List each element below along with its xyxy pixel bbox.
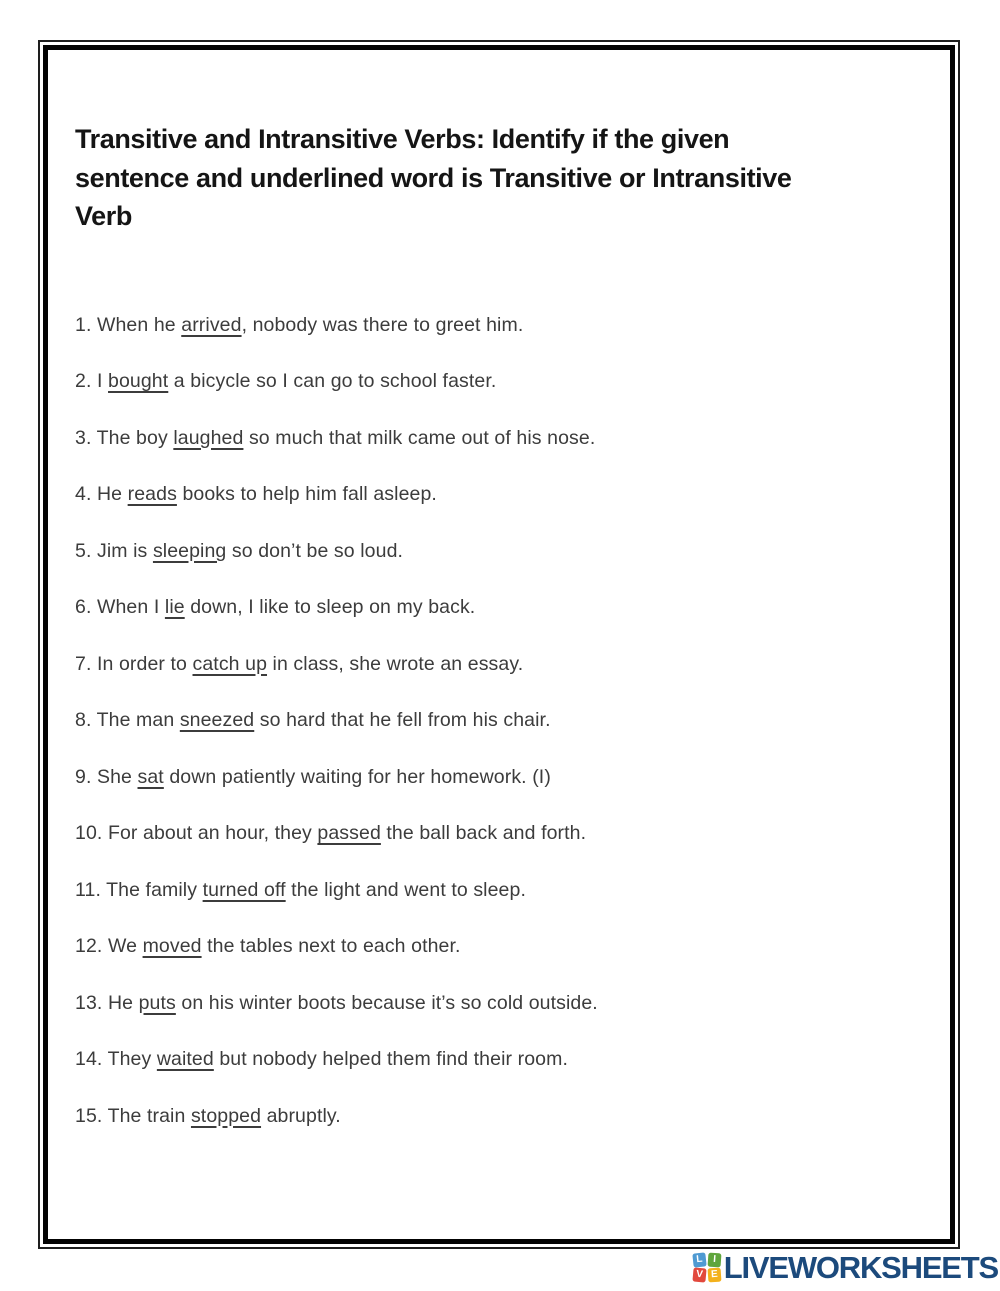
logo-tile-i: I xyxy=(707,1252,721,1267)
underlined-verb: turned off xyxy=(202,878,286,901)
underlined-verb: laughed xyxy=(173,426,244,449)
sentence-row xyxy=(75,315,930,335)
sentence-text-pre: She xyxy=(96,765,138,788)
sentence-number: 6. xyxy=(75,596,97,618)
sentence-number: 1. xyxy=(75,313,97,336)
sentence-text-pre: The train xyxy=(107,1104,191,1127)
underlined-verb: sleeping xyxy=(152,539,227,562)
sentence-row xyxy=(75,880,930,900)
sentence-row xyxy=(75,767,930,787)
sentence-number: 9. xyxy=(75,765,97,788)
liveworksheets-logo[interactable] xyxy=(693,1252,998,1283)
sentence-number: 15. xyxy=(75,1104,108,1127)
sentence-text-post: the tables next to each other. xyxy=(201,935,461,957)
sentence-text-post: a bicycle so I can go to school faster. xyxy=(168,370,497,392)
underlined-verb: waited xyxy=(156,1048,214,1070)
sentence-row xyxy=(75,597,930,617)
sentence-list xyxy=(75,315,930,1126)
sentence-row xyxy=(75,823,930,843)
sentence-text-post: but nobody helped them find their room. xyxy=(213,1048,568,1070)
sentence-text-pre: In order to xyxy=(96,652,193,675)
sentence-text-post: , nobody was there to greet him. xyxy=(241,313,524,336)
sentence-number: 2. xyxy=(75,370,97,392)
logo-tile-e: E xyxy=(707,1268,721,1283)
underlined-verb: puts xyxy=(138,991,176,1014)
sentence-number: 4. xyxy=(75,483,97,505)
worksheet-page xyxy=(43,45,955,1244)
sentence-number: 3. xyxy=(75,426,97,449)
underlined-verb: catch up xyxy=(192,652,268,675)
title-line-3: Verb xyxy=(75,201,132,231)
sentence-text-pre: When he xyxy=(96,313,182,336)
sentence-row xyxy=(75,936,930,956)
sentence-text-pre: He xyxy=(107,991,139,1014)
sentence-text-post: the light and went to sleep. xyxy=(285,878,526,901)
sentence-text-pre: Jim is xyxy=(96,539,153,562)
logo-tile-v: V xyxy=(693,1268,707,1283)
sentence-text-post: abruptly. xyxy=(261,1104,341,1127)
sentence-text-post: so don’t be so loud. xyxy=(226,539,404,562)
brand-wordmark: LIVEWORKSHEETS xyxy=(723,1250,998,1285)
sentence-text-post: in class, she wrote an essay. xyxy=(267,652,524,675)
sentence-text-post: so hard that he fell from his chair. xyxy=(254,709,551,731)
sentence-text-pre: The boy xyxy=(96,426,174,449)
sentence-text-post: on his winter boots because it’s so cold outside. xyxy=(175,991,598,1014)
sentence-row xyxy=(75,371,930,391)
underlined-verb: arrived xyxy=(181,313,242,336)
sentence-text-pre: They xyxy=(107,1048,157,1070)
sentence-text-post: the ball back and forth. xyxy=(380,822,587,844)
sentence-text-pre: He xyxy=(96,483,128,505)
worksheet-border xyxy=(38,40,960,1249)
underlined-verb: lie xyxy=(164,596,185,618)
underlined-verb: sneezed xyxy=(179,709,255,731)
underlined-verb: bought xyxy=(108,370,169,392)
sentence-number: 7. xyxy=(75,652,97,675)
sentence-number: 13. xyxy=(75,991,108,1014)
sentence-number: 10. xyxy=(75,822,108,844)
sentence-text-pre: The man xyxy=(96,709,180,731)
underlined-verb: stopped xyxy=(190,1104,262,1127)
sentence-row xyxy=(75,428,930,448)
sentence-row xyxy=(75,484,930,504)
sentence-number: 14. xyxy=(75,1048,108,1070)
sentence-text-post: down, I like to sleep on my back. xyxy=(184,596,476,618)
title-line-2: sentence and underlined word is Transitive or Intransitive xyxy=(75,162,792,193)
sentence-row xyxy=(75,541,930,561)
underlined-verb: reads xyxy=(127,483,177,505)
sentence-number: 12. xyxy=(75,935,108,957)
worksheet-title xyxy=(75,120,930,236)
sentence-row xyxy=(75,654,930,674)
underlined-verb: sat xyxy=(137,765,164,788)
sentence-number: 11. xyxy=(75,878,107,901)
sentence-row xyxy=(75,1049,930,1069)
sentence-number: 5. xyxy=(75,539,97,562)
underlined-verb: moved xyxy=(142,935,202,957)
sentence-text-post: books to help him fall asleep. xyxy=(176,483,437,505)
sentence-text-pre: When I xyxy=(96,596,165,618)
sentence-number: 8. xyxy=(75,709,97,731)
sentence-row xyxy=(75,710,930,730)
title-line-1: Transitive and Intransitive Verbs: Identify if the given xyxy=(75,124,730,154)
sentence-text-pre: I xyxy=(96,370,109,392)
liveworksheets-icon xyxy=(693,1253,721,1283)
sentence-text-post: down patiently waiting for her homework. (I) xyxy=(163,765,551,788)
sentence-row xyxy=(75,1106,930,1126)
underlined-verb: passed xyxy=(317,822,381,844)
sentence-text-pre: We xyxy=(107,935,143,957)
sentence-row xyxy=(75,993,930,1013)
sentence-text-pre: The family xyxy=(106,878,203,901)
sentence-text-pre: For about an hour, they xyxy=(107,822,318,844)
sentence-text-post: so much that milk came out of his nose. xyxy=(243,426,596,449)
logo-tile-l: L xyxy=(693,1252,707,1267)
